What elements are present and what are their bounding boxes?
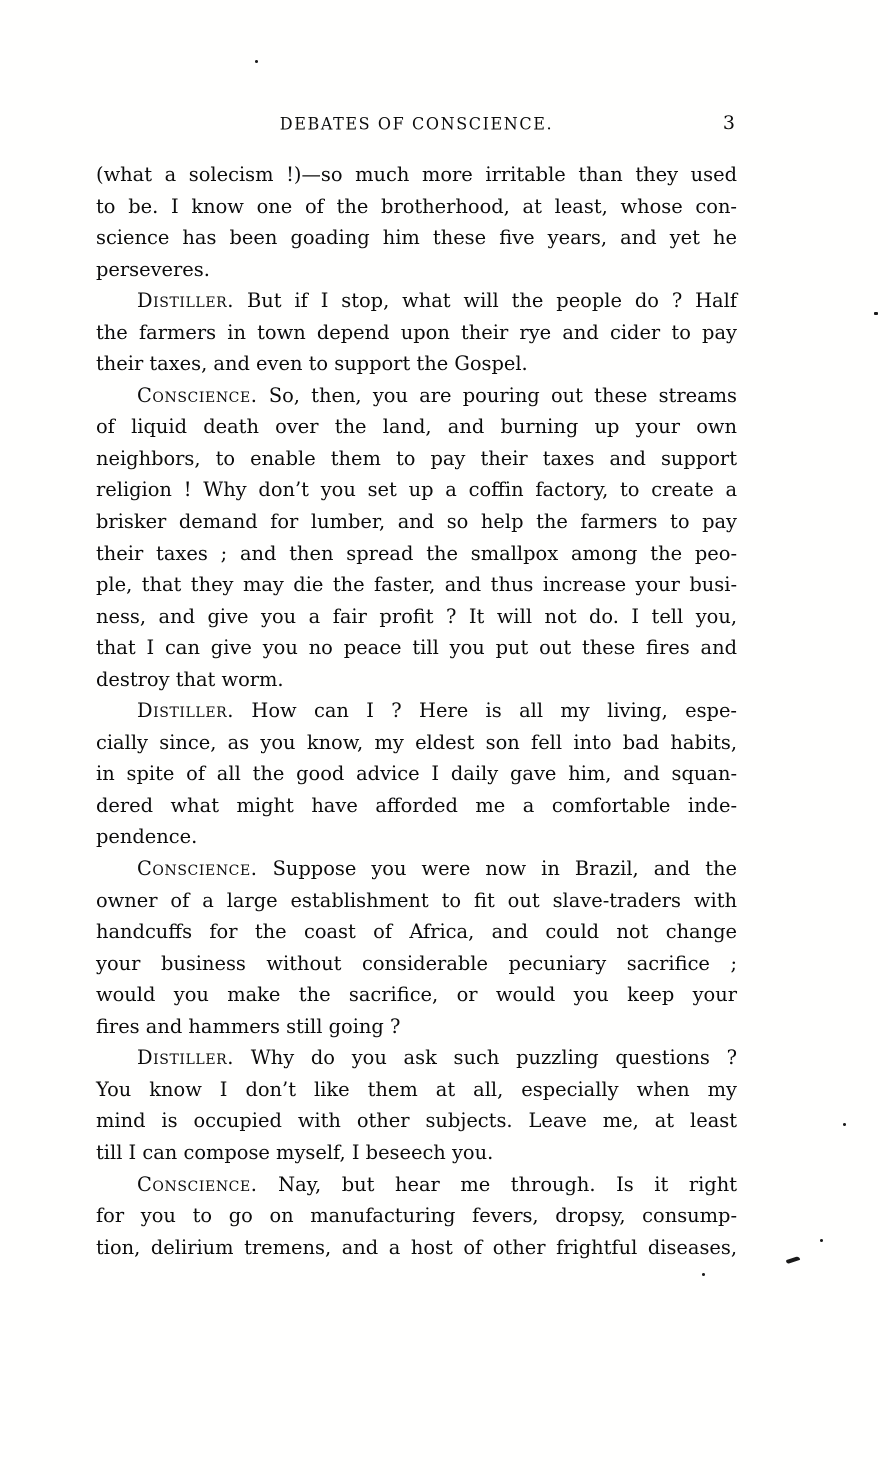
text-line: owner of a large establishment to fit out slave-traders with [96,888,737,912]
text-line: cially since, as you know, my eldest son fell into bad habits, [96,730,737,754]
text-line: Conscience. So, then, you are pouring out these streams [137,383,737,407]
text-line: in spite of all the good advice I daily gave him, and squan- [96,762,737,786]
paragraph [96,285,737,380]
paragraph [96,159,737,285]
text-line: brisker demand for lumber, and so help the farmers to pay [96,510,737,534]
paragraph [96,853,737,1042]
text-line: their taxes ; and then spread the smallpox among the peo- [96,541,737,565]
text-line: Distiller. But if I stop, what will the people do ? Half [137,289,737,313]
speaker-name: Distiller. [137,1046,235,1070]
speaker-name: Conscience. [137,1172,258,1196]
running-header-title: DEBATES OF CONSCIENCE. [279,113,554,134]
text-line: perseveres. [96,257,210,281]
scan-speck [874,312,878,315]
text-line: to be. I know one of the brotherhood, at least, whose con- [96,194,737,218]
speaker-name: Conscience. [137,857,258,881]
scan-speck [255,60,258,63]
text-line: mind is occupied with other subjects. Leave me, at least [96,1109,737,1133]
text-line: dered what might have afforded me a comfortable inde- [96,793,737,817]
text-line: for you to go on manufacturing fevers, dropsy, consump- [96,1204,737,1228]
text-line: till I can compose myself, I beseech you. [96,1140,494,1164]
speaker-name: Distiller. [137,289,235,313]
text-line: pendence. [96,825,198,849]
scan-speck [843,1123,846,1126]
text-line: ness, and give you a fair profit ? It will not do. I tell you, [96,604,737,628]
text-line: handcuffs for the coast of Africa, and could not change [96,920,737,944]
scan-speck [786,1256,801,1264]
text-line: Distiller. Why do you ask such puzzling questions ? [137,1046,737,1070]
text-line: (what a solecism !)—so much more irritable than they used [96,163,737,186]
scan-speck [820,1239,823,1242]
text-line: the farmers in town depend upon their rye and cider to pay [96,320,737,344]
text-line: their taxes, and even to support the Gospel. [96,352,528,376]
text-line: science has been goading him these five years, and yet he [96,226,737,250]
page-body [96,159,737,1263]
text-line: Distiller. How can I ? Here is all my living, espe- [137,699,737,723]
text-line: your business without considerable pecuniary sacrifice ; [96,951,737,975]
text-line: neighbors, to enable them to pay their taxes and support [96,446,737,470]
page-number: 3 [722,112,735,134]
text-line: ple, that they may die the faster, and thus increase your busi- [96,573,737,597]
text-line: that I can give you no peace till you put out these fires and [96,636,737,660]
paragraph [96,380,737,695]
running-header [96,114,737,140]
text-line: fires and hammers still going ? [96,1014,401,1038]
text-line: destroy that worm. [96,667,284,691]
text-line: You know I don’t like them at all, especially when my [96,1077,737,1101]
text-line: of liquid death over the land, and burning up your own [96,415,737,439]
speaker-name: Distiller. [137,699,235,723]
text-line: Conscience. Nay, but hear me through. Is it right [137,1172,737,1196]
speaker-name: Conscience. [137,383,258,407]
paragraph [96,1042,737,1168]
text-line: tion, delirium tremens, and a host of other frightful diseases, [96,1235,737,1259]
paragraph [96,695,737,853]
text-line: would you make the sacrifice, or would you keep your [96,983,737,1007]
text-line: Conscience. Suppose you were now in Brazil, and the [137,857,737,881]
paragraph [96,1169,737,1264]
text-line: religion ! Why don’t you set up a coffin factory, to create a [96,478,737,502]
scan-speck [702,1273,705,1276]
